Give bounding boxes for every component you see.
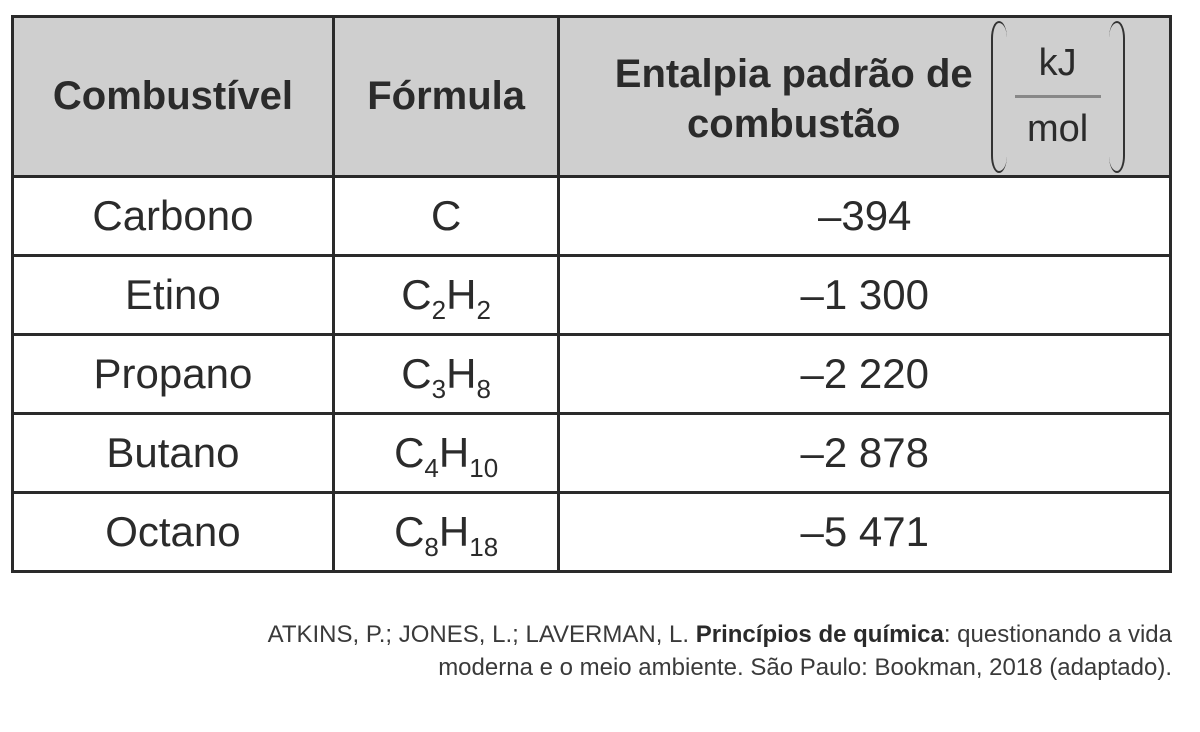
formula-subscript: 2 [431,295,447,325]
enthalpy-value-cell: –394 [559,177,1171,256]
formula-element: H [438,508,470,555]
table-row [13,493,1171,572]
formula-element: C [401,350,432,397]
formula-element: C [430,192,462,239]
formula-subscript: 3 [431,374,447,404]
formula-subscript: 8 [476,374,491,404]
table-row [13,414,1171,493]
enthalpy-value-cell: –2 220 [559,335,1171,414]
formula-subscript: 4 [424,453,439,483]
unit-numerator: kJ [1038,42,1077,84]
formula-element: C [394,429,425,476]
citation-title: Princípios de química [695,621,944,648]
enthalpy-value-cell: –1 300 [559,256,1171,335]
fuel-name-cell: Octano [13,493,334,572]
left-parenthesis [991,21,1007,173]
enthalpy-value-cell: –2 878 [559,414,1171,493]
fuel-name-cell: Propano [13,335,334,414]
formula-element: H [438,429,470,476]
formula-subscript: 8 [424,532,439,562]
enthalpy-label [615,45,973,149]
citation-rest-line1: : questionando a vida [943,621,1172,648]
combustion-enthalpy-table [11,15,1172,573]
enthalpy-label-line1: Entalpia padrão de [614,51,973,96]
fuel-name-cell: Etino [13,256,334,335]
table-row [13,256,1171,335]
formula-cell [333,177,559,256]
formula-subscript: 10 [469,453,499,483]
header-formula: Fórmula [333,17,559,177]
citation [92,618,1172,684]
table-row [13,335,1171,414]
fuel-name-cell: Carbono [13,177,334,256]
formula-subscript: 18 [469,532,499,562]
formula-cell [333,493,559,572]
unit-fraction [991,21,1125,173]
formula-element: C [394,508,425,555]
formula-subscript: 2 [476,295,491,325]
table-body [13,177,1171,572]
citation-authors: ATKINS, P.; JONES, L.; LAVERMAN, L. [267,621,690,648]
formula-element: H [446,350,477,397]
right-parenthesis [1109,21,1125,173]
fuel-name-cell: Butano [13,414,334,493]
formula-element: C [401,271,432,318]
formula-cell [333,256,559,335]
formula-cell [333,335,559,414]
formula-cell [333,414,559,493]
enthalpy-value-cell: –5 471 [559,493,1171,572]
header-fuel: Combustível [13,17,334,177]
enthalpy-label-line2: combustão [687,101,901,146]
unit-denominator: mol [1027,108,1089,150]
citation-rest-line2: moderna e o meio ambiente. São Paulo: Bookman, 2018 (adaptado). [438,654,1172,681]
header-enthalpy [559,17,1171,177]
formula-element: H [446,271,477,318]
table-row [13,177,1171,256]
table-header-row [13,17,1171,177]
